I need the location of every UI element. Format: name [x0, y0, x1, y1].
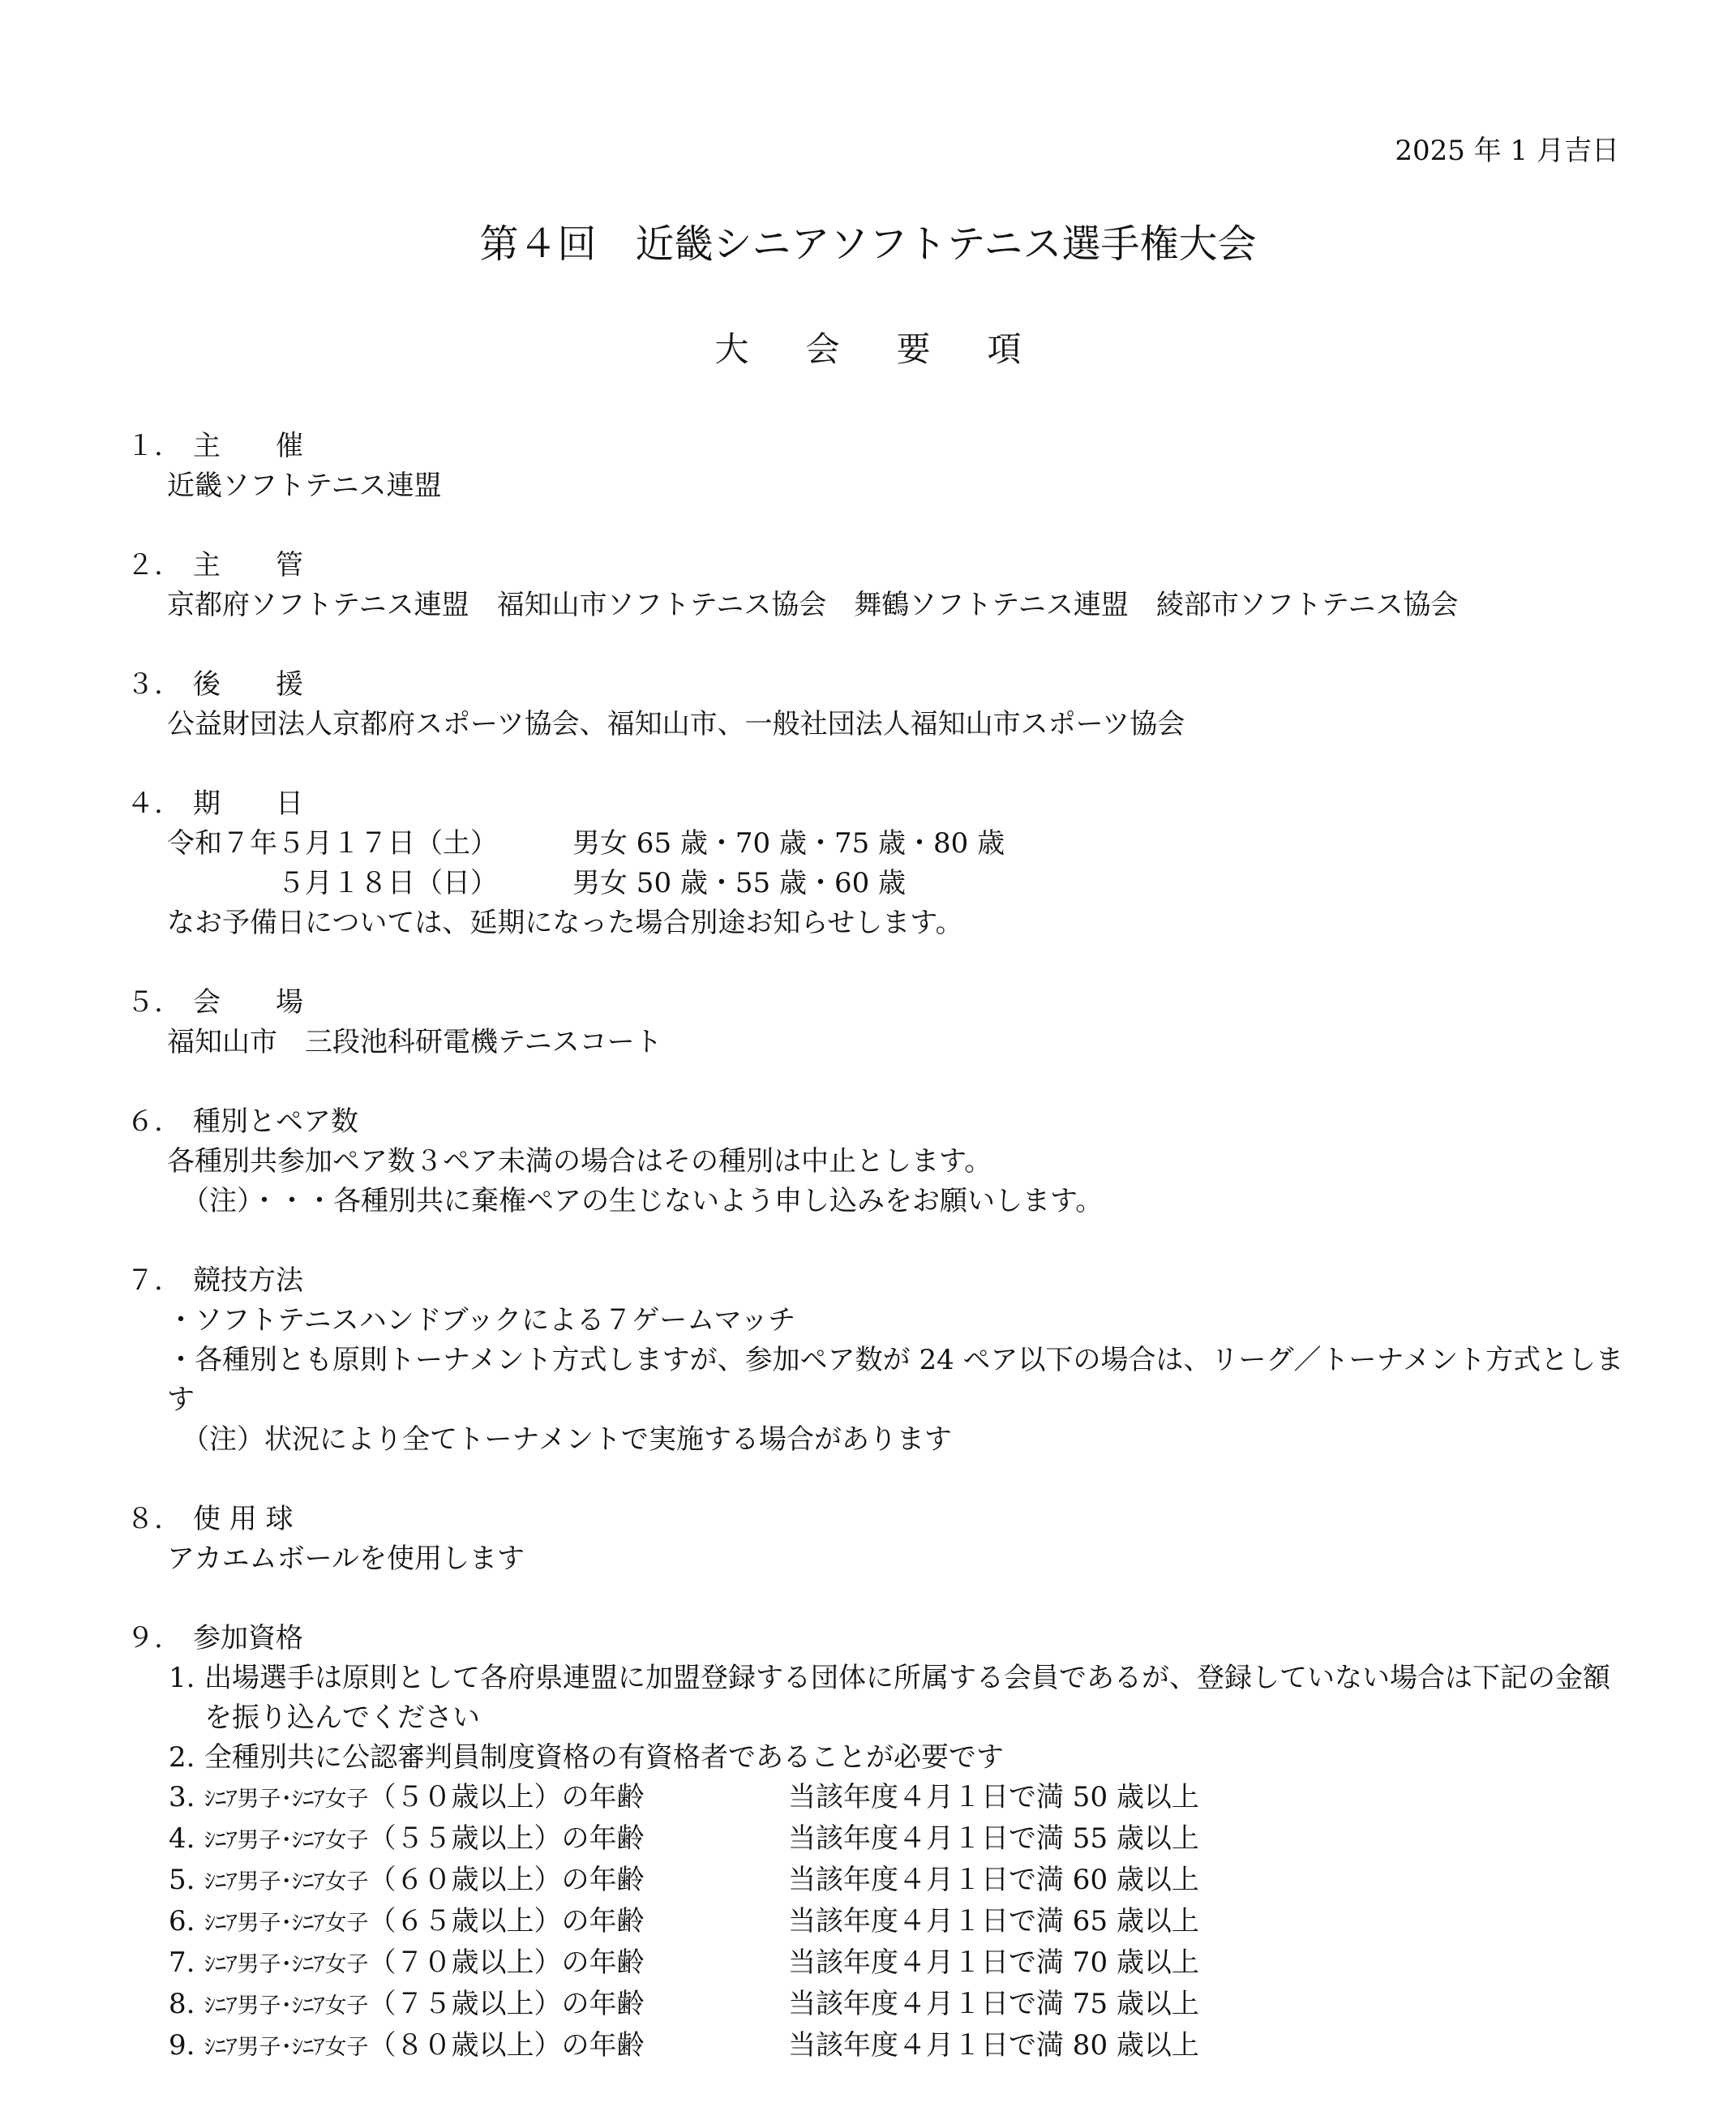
section-text: ・各種別とも原則トーナメント方式しますが、参加ペア数が 24 ペア以下の場合は、リーグ／トーナメント方式とします: [167, 1344, 1624, 1416]
section-heading: 後 援: [193, 668, 303, 701]
age-category-label: ｼﾆｱ男子･ｼﾆｱ女子: [204, 1993, 369, 2019]
document-title: 第４回 近畿シニアソフトテニス選手権大会: [479, 221, 1257, 267]
age-rule-text: 当該年度４月１日で満 75 歳以上: [788, 1988, 1199, 2020]
section-venue: [126, 983, 1635, 1062]
age-rule-item: [126, 1985, 1635, 2026]
age-category-range: （５５歳以上）の年齢: [368, 1822, 645, 1855]
qualification-item: [126, 1659, 1635, 1738]
section-text: 各種別共参加ペア数３ペア未満の場合はその種別は中止とします。: [167, 1145, 992, 1178]
section-organizer: [126, 427, 1635, 506]
schedule-row: [126, 824, 1635, 864]
section-number: ９.: [126, 1622, 163, 1654]
age-category-label: ｼﾆｱ男子･ｼﾆｱ女子: [204, 2035, 369, 2060]
age-rule-item: [126, 1860, 1635, 1902]
section-heading: 期 日: [193, 787, 303, 820]
schedule-detail: 男女 65 歳・70 歳・75 歳・80 歳: [572, 827, 1005, 860]
section-number: ７.: [126, 1264, 163, 1297]
schedule-detail: 男女 50 歳・55 歳・60 歳: [572, 867, 907, 899]
item-number: 7.: [169, 1946, 195, 1979]
age-rule-item: [126, 1943, 1635, 1985]
age-rule-item: [126, 2026, 1635, 2067]
age-rule-item: [126, 1819, 1635, 1860]
section-number: １.: [126, 430, 163, 462]
age-category-range: （５０歳以上）の年齢: [368, 1781, 645, 1813]
section-heading: 主 催: [193, 430, 303, 462]
age-category-label: ｼﾆｱ男子･ｼﾆｱ女子: [204, 1828, 369, 1853]
age-rule-item: [126, 1778, 1635, 1819]
section-text: ・ソフトテニスハンドブックによる７ゲームマッチ: [167, 1304, 796, 1337]
item-number: 1.: [169, 1662, 195, 1694]
item-number: 5.: [169, 1864, 195, 1896]
section-ball: [126, 1500, 1635, 1579]
section-management: [126, 546, 1635, 625]
document-subtitle: 大会要項: [714, 329, 1078, 369]
section-heading: 競技方法: [193, 1264, 303, 1297]
section-number: ５.: [126, 986, 163, 1019]
section-text: 公益財団法人京都府スポーツ協会、福知山市、一般社団法人福知山市スポーツ協会: [167, 708, 1185, 740]
age-rule-item: [126, 1902, 1635, 1943]
schedule-date: 令和７年５月１７日（土）: [167, 827, 498, 860]
item-number: 6.: [169, 1905, 195, 1937]
item-number: 9.: [169, 2029, 195, 2062]
section-text: 近畿ソフトテニス連盟: [167, 470, 442, 502]
section-note: （注）・・・各種別共に棄権ペアの生じないよう申し込みをお願いします。: [182, 1185, 1104, 1217]
section-number: ４.: [126, 787, 163, 820]
age-rule-text: 当該年度４月１日で満 50 歳以上: [788, 1781, 1199, 1813]
section-number: ８.: [126, 1503, 163, 1535]
section-number: ２.: [126, 549, 163, 581]
section-heading: 会 場: [193, 986, 303, 1019]
age-rule-text: 当該年度４月１日で満 70 歳以上: [788, 1946, 1199, 1979]
section-text: アカエムボールを使用します: [167, 1543, 525, 1575]
item-text: 全種別共に公認審判員制度資格の有資格者であることが必要です: [204, 1741, 1004, 1774]
item-text: 出場選手は原則として各府県連盟に加盟登録する団体に所属する会員であるが、登録していない場合は下記の金額を振り込んでください: [204, 1662, 1610, 1734]
schedule-date: ５月１８日（日）: [167, 867, 498, 899]
section-note: なお予備日については、延期になった場合別途お知らせします。: [167, 907, 963, 939]
age-rule-text: 当該年度４月１日で満 65 歳以上: [788, 1905, 1199, 1937]
issue-date: 2025 年 1 月吉日: [1395, 135, 1619, 167]
guidelines-body: [126, 427, 1635, 2107]
section-note: （注）状況により全てトーナメントで実施する場合があります: [182, 1423, 952, 1456]
age-category-label: ｼﾆｱ男子･ｼﾆｱ女子: [204, 1911, 369, 1936]
age-rule-text: 当該年度４月１日で満 55 歳以上: [788, 1822, 1199, 1855]
section-number: ６.: [126, 1105, 163, 1138]
section-format: [126, 1261, 1635, 1460]
age-rule-text: 当該年度４月１日で満 80 歳以上: [788, 2029, 1199, 2062]
section-text: 京都府ソフトテニス連盟 福知山市ソフトテニス協会 舞鶴ソフトテニス連盟 綾部市ソフトテニス協会: [167, 589, 1459, 621]
age-category-range: （７０歳以上）の年齢: [368, 1946, 645, 1979]
item-number: 4.: [169, 1822, 195, 1855]
age-category-label: ｼﾆｱ男子･ｼﾆｱ女子: [204, 1952, 369, 1977]
item-number: 3.: [169, 1781, 195, 1813]
age-rule-text: 当該年度４月１日で満 60 歳以上: [788, 1864, 1199, 1896]
section-heading: 主 管: [193, 549, 303, 581]
section-heading: 参加資格: [193, 1622, 303, 1654]
section-categories: [126, 1102, 1635, 1221]
section-number: ３.: [126, 668, 163, 701]
age-category-range: （６５歳以上）の年齢: [368, 1905, 645, 1937]
section-dates: [126, 784, 1635, 943]
age-category-range: （６０歳以上）の年齢: [368, 1864, 645, 1896]
item-number: 8.: [169, 1988, 195, 2020]
item-number: 2.: [169, 1741, 195, 1774]
age-category-range: （８０歳以上）の年齢: [368, 2029, 645, 2062]
section-heading: 種別とペア数: [193, 1105, 358, 1138]
section-qualification: [126, 1619, 1635, 2067]
age-category-range: （７５歳以上）の年齢: [368, 1988, 645, 2020]
section-text: 福知山市 三段池科研電機テニスコート: [167, 1026, 662, 1058]
qualification-item: [126, 1738, 1635, 1778]
age-category-label: ｼﾆｱ男子･ｼﾆｱ女子: [204, 1869, 369, 1895]
section-heading: 使 用 球: [193, 1503, 294, 1535]
section-support: [126, 665, 1635, 745]
schedule-row: [126, 864, 1635, 903]
age-category-label: ｼﾆｱ男子･ｼﾆｱ女子: [204, 1787, 369, 1812]
